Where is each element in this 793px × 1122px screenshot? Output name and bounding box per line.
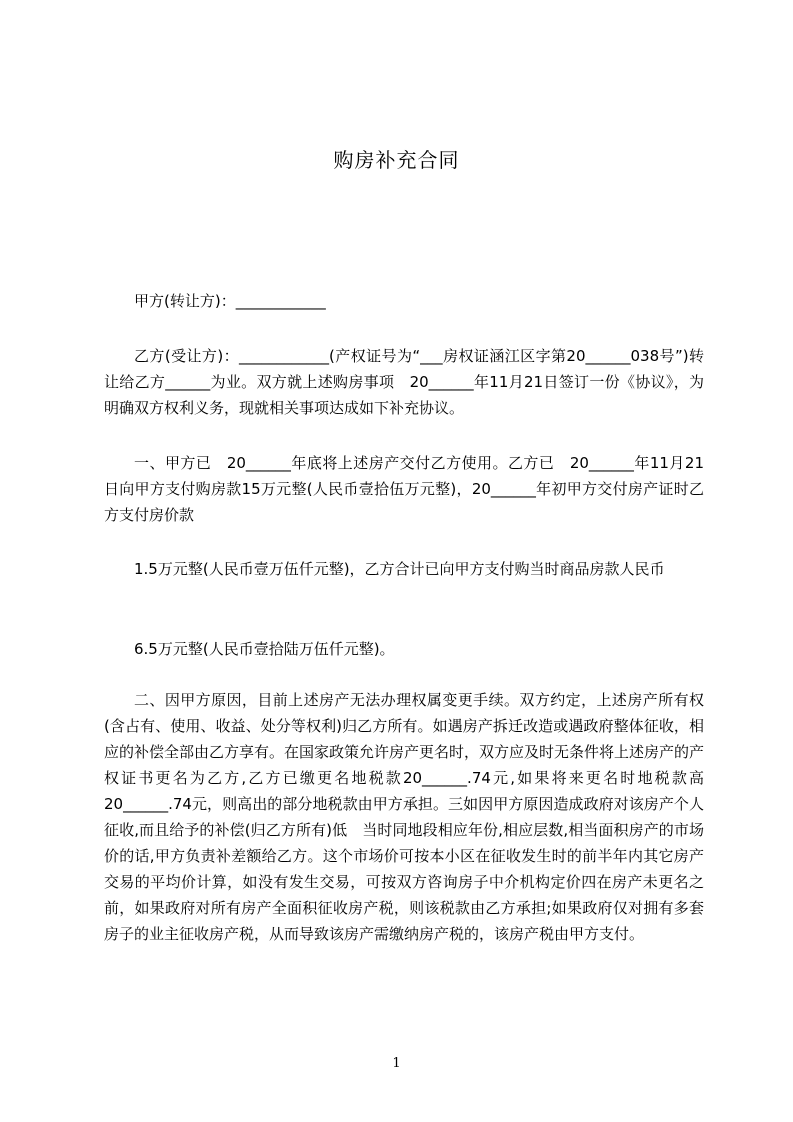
page-number: 1 [392,1056,401,1071]
amount-2-paragraph: 6.5万元整(人民币壹拾陆万伍仟元整)。 [134,640,395,658]
party-b-paragraph: 乙方(受让方)：____________(产权证号为“___房权证涵江区字第20______038号”)转让给乙方______为业。双方就上述购房事项 20______年11月21日签订一份《协议》，为明确双方权利义务，现就相关事项达成如下补充协议。 [104,347,704,417]
document-title: 购房补充合同 [333,148,460,172]
party-a-line: 甲方(转让方)：____________ [134,292,326,310]
clause-1-paragraph: 一、甲方已 20______年底将上述房产交付乙方使用。乙方已 20______年11月21日向甲方支付购房款15万元整(人民币壹拾伍万元整)，20______年初甲方交付房产证时乙方支付房价款 [104,454,704,524]
amount-1-paragraph: 1.5万元整(人民币壹万伍仟元整)，乙方合计已向甲方支付购当时商品房款人民币 [134,560,665,578]
clause-2-paragraph: 二、因甲方原因，目前上述房产无法办理权属变更手续。双方约定，上述房产所有权(含占有、使用、收益、处分等权利)归乙方所有。如遇房产拆迁改造或遇政府整体征收，相应的补偿全部由乙方享有。在国家政策允许房产更名时，双方应及时无条件将上述房产的产权证书更名为乙方,乙方已缴更名地税款20______.74元,如果将来更名时地税款高 20______.74元，则高出的部分地税款由甲方承担。三如因甲方原因造成政府对该房产个人征收,而且给予的补偿(归乙方所有)低 当时同地段相应年份,相应层数,相当面积房产的市场价的话,甲方负责补差额给乙方。这个市场价可按本小区在征收发生时的前半年内其它房产交易的平均价计算，如没有发生交易，可按双方咨询房子中介机构定价四在房产未更名之前，如果政府对所有房产全面积征收房产税，则该税款由乙方承担;如果政府仅对拥有多套房子的业主征收房产税，从而导致该房产需缴纳房产税的，该房产税由甲方支付。 [104,691,720,943]
